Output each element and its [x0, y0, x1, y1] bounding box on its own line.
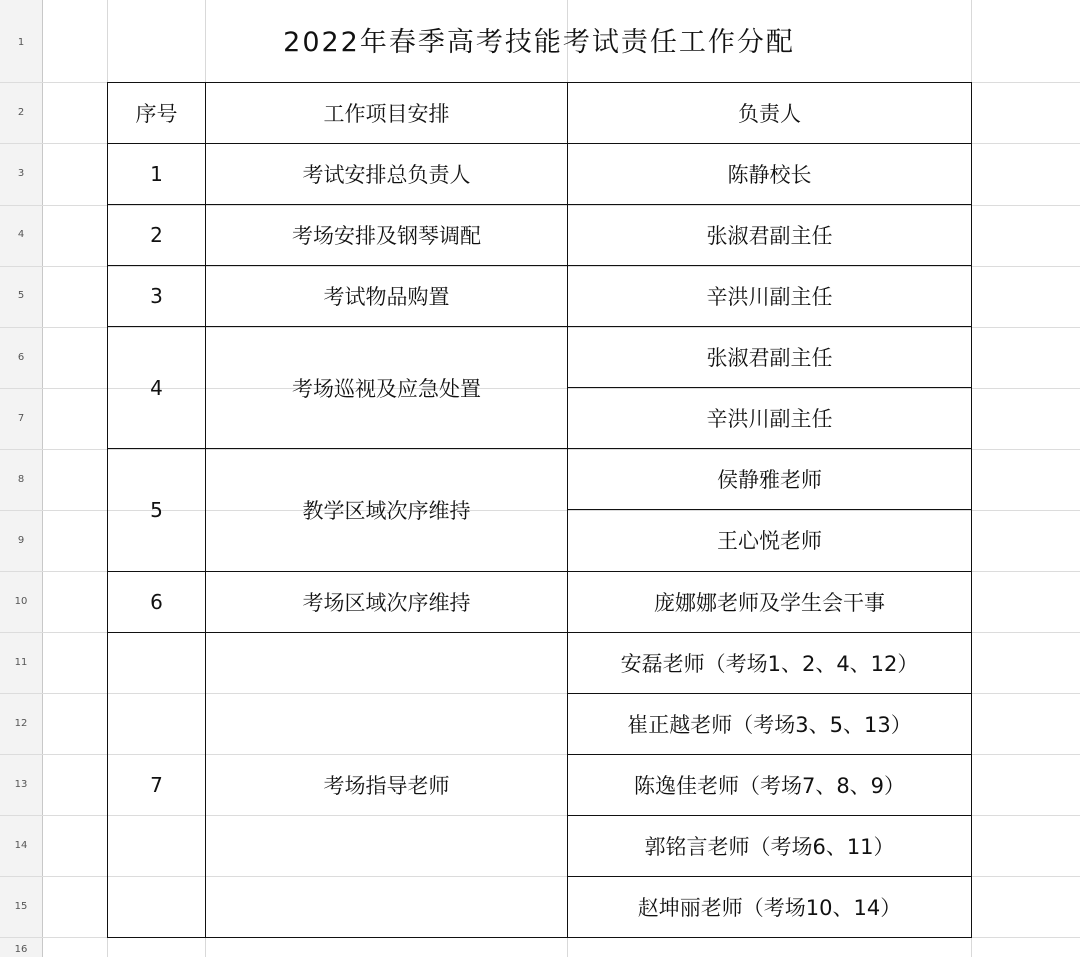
sheet-title[interactable]: 2022年春季高考技能考试责任工作分配	[283, 27, 795, 58]
cell-person[interactable]: 赵坤丽老师（考场10、14）	[568, 876, 972, 937]
cell-no[interactable]: 5	[108, 449, 206, 571]
cell-no[interactable]: 6	[108, 571, 206, 632]
cell-no[interactable]: 1	[108, 144, 206, 205]
row-number[interactable]: 7	[17, 413, 25, 424]
row-number[interactable]: 16	[14, 944, 28, 955]
row-number[interactable]: 1	[17, 37, 25, 48]
header-person[interactable]: 负责人	[568, 83, 972, 144]
cell-person[interactable]: 安磊老师（考场1、2、4、12）	[568, 632, 972, 693]
cell-person[interactable]: 郭铭言老师（考场6、11）	[568, 815, 972, 876]
cell-no[interactable]: 4	[108, 327, 206, 449]
table-row	[108, 449, 972, 510]
header-no[interactable]: 序号	[108, 83, 206, 144]
cell-no[interactable]: 7	[108, 632, 206, 937]
row-number[interactable]: 12	[14, 718, 28, 729]
row-number[interactable]: 8	[17, 474, 25, 485]
row-number[interactable]: 9	[17, 535, 25, 546]
cell-person[interactable]: 崔正越老师（考场3、5、13）	[568, 693, 972, 754]
row-number[interactable]: 4	[17, 229, 25, 240]
table-row	[108, 266, 972, 327]
cell-person[interactable]: 陈静校长	[568, 144, 972, 205]
cell-no[interactable]: 3	[108, 266, 206, 327]
cell-item[interactable]: 考场巡视及应急处置	[206, 327, 568, 449]
header-item[interactable]: 工作项目安排	[206, 83, 568, 144]
row-number[interactable]: 13	[14, 779, 28, 790]
cell-item[interactable]: 考试安排总负责人	[206, 144, 568, 205]
table-row	[108, 327, 972, 388]
row-number[interactable]: 10	[14, 596, 28, 607]
cell-person[interactable]: 王心悦老师	[568, 510, 972, 571]
row-number[interactable]: 15	[14, 901, 28, 912]
row-number[interactable]: 6	[17, 352, 25, 363]
row-number[interactable]: 2	[17, 107, 25, 118]
cell-person[interactable]: 辛洪川副主任	[568, 388, 972, 449]
cell-person[interactable]: 陈逸佳老师（考场7、8、9）	[568, 754, 972, 815]
table-header-row	[108, 83, 972, 144]
cell-person[interactable]: 庞娜娜老师及学生会干事	[568, 571, 972, 632]
row-number[interactable]: 3	[17, 168, 25, 179]
row-number[interactable]: 11	[14, 657, 28, 668]
cell-person[interactable]: 侯静雅老师	[568, 449, 972, 510]
table-row	[108, 144, 972, 205]
table-row	[108, 632, 972, 693]
cell-person[interactable]: 张淑君副主任	[568, 205, 972, 266]
cell-item[interactable]: 考场安排及钢琴调配	[206, 205, 568, 266]
cell-no[interactable]: 2	[108, 205, 206, 266]
table-row	[108, 571, 972, 632]
table-row	[108, 205, 972, 266]
cell-item[interactable]: 考试物品购置	[206, 266, 568, 327]
cell-item[interactable]: 考场区域次序维持	[206, 571, 568, 632]
row-number[interactable]: 5	[17, 290, 25, 301]
assignment-table	[107, 82, 972, 938]
cell-person[interactable]: 辛洪川副主任	[568, 266, 972, 327]
cell-person[interactable]: 张淑君副主任	[568, 327, 972, 388]
cell-item[interactable]: 考场指导老师	[206, 632, 568, 937]
cell-item[interactable]: 教学区域次序维持	[206, 449, 568, 571]
row-number[interactable]: 14	[14, 840, 28, 851]
